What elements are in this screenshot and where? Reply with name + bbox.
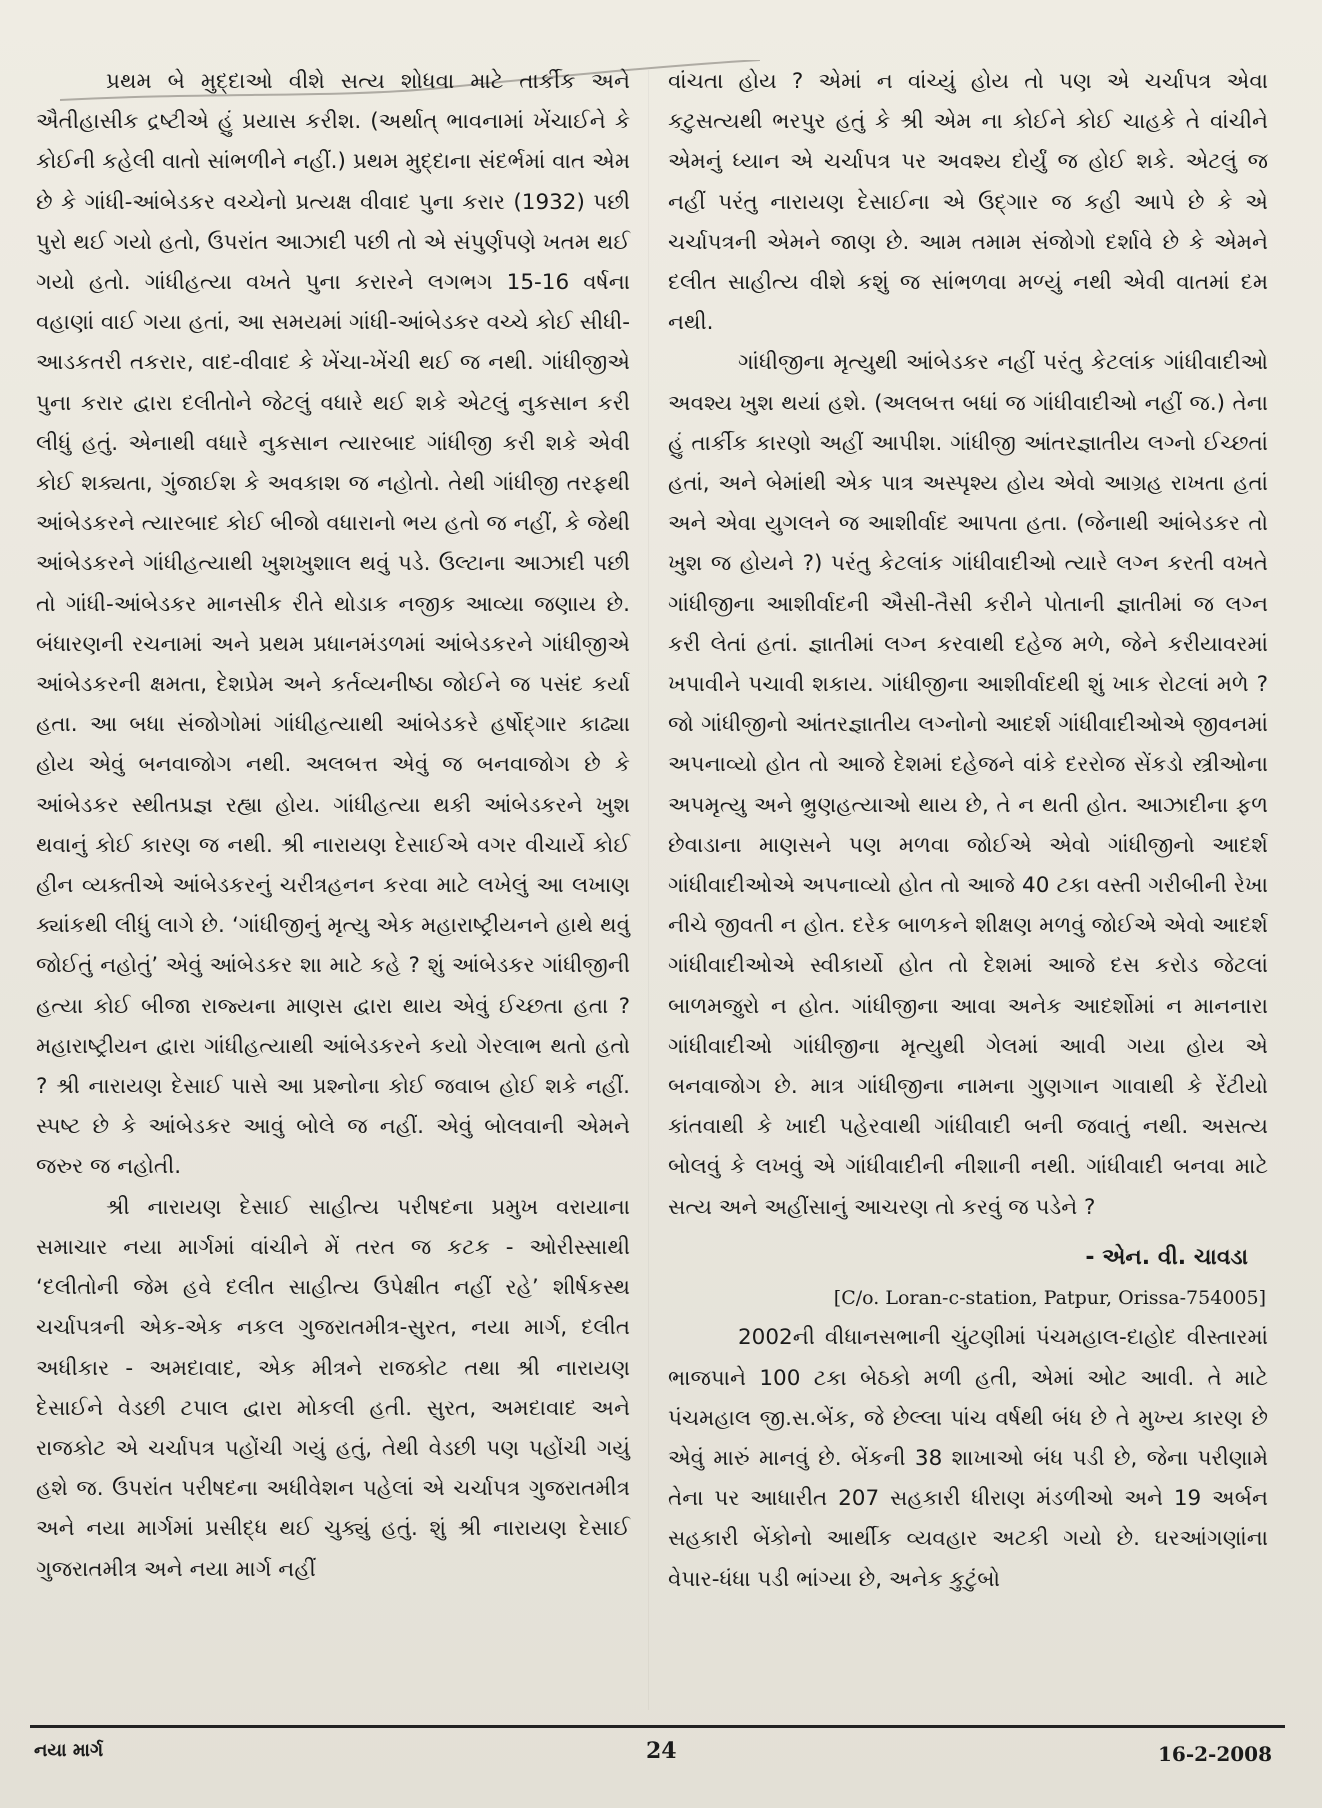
right-paragraph-1: વાંચતા હોય ? એમાં ન વાંચ્યું હોય તો પણ એ ચર્ચાપત્ર એવા કટુસત્યથી ભરપુર હતું કે શ્રી એમ ના કોઈને કોઈ ચાહકે તે વાંચીને એમનું ધ્યાન એ ચર્ચાપત્ર પર અવશ્ય દોર્યું જ હોઈ શકે. એટલું જ નહીં પરંતુ નારાયણ દેસાઈના એ ઉદ્ગાર જ કહી આપે છે કે એ ચર્ચાપત્રની એમને જાણ છે. આમ તમામ સંજોગો દર્શાવે છે કે એમને દલીત સાહીત્ય વીશે કશું જ સાંભળવા મળ્યું નથી એવી વાતમાં દમ નથી. [668, 69, 1268, 336]
left-paragraph-1: પ્રથમ બે મુદ્દાઓ વીશે સત્ય શોધવા માટે તાર્કીક અને ઐતીહાસીક દ્રષ્ટીએ હું પ્રયાસ કરીશ. (અર્થાત્ ભાવનામાં ખેંચાઈને કે કોઈની કહેલી વાતો સાંભળીને નહીં.) પ્રથમ મુદ્દાના સંદર્ભમાં વાત એમ છે કે ગાંધી-આંબેડકર વચ્ચેનો પ્રત્યક્ષ વીવાદ પુના કરાર (1932) પછી પુરો થઈ ગયો હતો, ઉપરાંત આઝાદી પછી તો એ સંપુર્ણપણે ખતમ થઈ ગયો હતો. ગાંધીહત્યા વખતે પુના કરારને લગભગ 15-16 વર્ષના વહાણાં વાઈ ગયા હતાં, આ સમયમાં ગાંધી-આંબેડકર વચ્ચે કોઈ સીધી-આડકતરી તકરાર, વાદ-વીવાદ કે ખેંચા-ખેંચી થઈ જ નથી. ગાંધીજીએ પુના કરાર દ્વારા દલીતોને જેટલું વધારે થઈ શકે એટલું નુકસાન કરી લીધું હતું. એનાથી વધારે નુકસાન ત્યારબાદ ગાંધીજી કરી શકે એવી કોઈ શક્યતા, ગુંજાઈશ કે અવકાશ જ નહોતો. તેથી ગાંધીજી તરફથી આંબેડકરને ત્યારબાદ કોઈ બીજો વધારાનો ભય હતો જ નહીં, કે જેથી આંબેડકરને ગાંધીહત્યાથી ખુશખુશાલ થવું પડે. ઉલ્ટાના આઝાદી પછી તો ગાંધી-આંબેડકર માનસીક રીતે થોડાક નજીક આવ્યા જણાય છે. બંધારણની રચનામાં અને પ્રથમ પ્રધાનમંડળમાં આંબેડકરને ગાંધીજીએ આંબેડકરની ક્ષમતા, દેશપ્રેમ અને કર્તવ્યનીષ્ઠા જોઈને જ પસંદ કર્યા હતા. આ બધા સંજોગોમાં ગાંધીહત્યાથી આંબેડકરે હર્ષોદ્ગાર કાઢ્યા હોય એવું બનવાજોગ નથી. અલબત્ત એવું જ બનવાજોગ છે કે આંબેડકર સ્થીતપ્રજ્ઞ રહ્યા હોય. ગાંધીહત્યા થકી આંબેડકરને ખુશ થવાનું કોઈ કારણ જ નથી. શ્રી નારાયણ દેસાઈએ વગર વીચાર્યે કોઈ હીન વ્યક્તીએ આંબેડકરનું ચરીત્રહનન કરવા માટે લખેલું આ લખાણ ક્યાંકથી લીધું લાગે છે. ‘ગાંધીજીનું મૃત્યુ એક મહારાષ્ટ્રીયનને હાથે થવું જોઈતું નહોતું’ એવું આંબેડકર શા માટે કહે ? શું આંબેડકર ગાંધીજીની હત્યા કોઈ બીજા રાજ્યના માણસ દ્વારા થાય એવું ઈચ્છતા હતા ? મહારાષ્ટ્રીયન દ્વારા ગાંધીહત્યાથી આંબેડકરને કયો ગેરલાભ થતો હતો ? શ્રી નારાયણ દેસાઈ પાસે આ પ્રશ્નોના કોઈ જવાબ હોઈ શકે નહીં. સ્પષ્ટ છે કે આંબેડકર આવું બોલે જ નહીં. એવું બોલવાની એમને જરુર જ નહોતી. [36, 69, 630, 1180]
next-article-paragraph: 2002ની વીધાનસભાની ચુંટણીમાં પંચમહાલ-દાહોદ વીસ્તારમાં ભાજપાને 100 ટકા બેઠકો મળી હતી, એમાં ઓટ આવી. તે માટે પંચમહાલ જી.સ.બેંક, જે છેલ્લા પાંચ વર્ષથી બંધ છે તે મુખ્ય કારણ છે એવું મારું માનવું છે. બેંકની 38 શાખાઓ બંધ પડી છે, જેના પરીણામે તેના પર આધારીત 207 સહકારી ધીરાણ મંડળીઓ અને 19 અર્બન સહકારી બેંકોનો આર્થીક વ્યવહાર અટકી ગયો છે. ઘરઆંગણાંના વેપાર-ધંધા પડી ભાંગ્યા છે, અનેક કુટુંબો [668, 1325, 1268, 1592]
issue-date: 16-2-2008 [1157, 1742, 1272, 1766]
right-column [668, 62, 1268, 1600]
publication-name: નયા માર્ગ [34, 1740, 104, 1761]
page-number: 24 [646, 1738, 677, 1764]
author-address: [C/o. Loran-c-station, Patpur, Orissa-754005] [833, 1287, 1266, 1310]
author-signature: - એન. વી. ચાવડા [1085, 1244, 1248, 1270]
right-paragraph-2: ગાંધીજીના મૃત્યુથી આંબેડકર નહીં પરંતુ કેટલાંક ગાંધીવાદીઓ અવશ્ય ખુશ થયાં હશે. (અલબત્ત બધાં જ ગાંધીવાદીઓ નહીં જ.) તેના હું તાર્કીક કારણો અહીં આપીશ. ગાંધીજી આંતરજ્ઞાતીય લગ્નો ઈચ્છતાં હતાં, અને બેમાંથી એક પાત્ર અસ્પૃશ્ય હોય એવો આગ્રહ રાખતા હતાં અને એવા યુગલને જ આશીર્વાદ આપતા હતા. (જેનાથી આંબેડકર તો ખુશ જ હોયને ?) પરંતુ કેટલાંક ગાંધીવાદીઓ ત્યારે લગ્ન કરતી વખતે ગાંધીજીના આશીર્વાદની ઐસી-તૈસી કરીને પોતાની જ્ઞાતીમાં જ લગ્ન કરી લેતાં હતાં. જ્ઞાતીમાં લગ્ન કરવાથી દહેજ મળે, જેને કરીયાવરમાં ખપાવીને પચાવી શકાય. ગાંધીજીના આશીર્વાદથી શું ખાક રોટલાં મળે ? જો ગાંધીજીનો આંતરજ્ઞાતીય લગ્નોનો આદર્શ ગાંધીવાદીઓએ જીવનમાં અપનાવ્યો હોત તો આજે દેશમાં દહેજને વાંકે દરરોજ સેંકડો સ્ત્રીઓના અપમૃત્યુ અને ભ્રુણહત્યાઓ થાય છે, તે ન થતી હોત. આઝાદીના ફળ છેવાડાના માણસને પણ મળવા જોઈએ એવો ગાંધીજીનો આદર્શ ગાંધીવાદીઓએ અપનાવ્યો હોત તો આજે 40 ટકા વસ્તી ગરીબીની રેખા નીચે જીવતી ન હોત. દરેક બાળકને શીક્ષણ મળવું જોઈએ એવો આદર્શ ગાંધીવાદીઓએ સ્વીકાર્યો હોત તો દેશમાં આજે દસ કરોડ જેટલાં બાળમજુરો ન હોત. ગાંધીજીના આવા અનેક આદર્શોમાં ન માનનારા ગાંધીવાદીઓ ગાંધીજીના મૃત્યુથી ગેલમાં આવી ગયા હોય એ બનવાજોગ છે. માત્ર ગાંધીજીના નામના ગુણગાન ગાવાથી કે રેંટીયો કાંતવાથી કે ખાદી પહેરવાથી ગાંધીવાદી બની જવાતું નથી. અસત્ય બોલવું કે લખવું એ ગાંધીવાદીની નીશાની નથી. ગાંધીવાદી બનવા માટે સત્ય અને અહીંસાનું આચરણ તો કરવું જ પડેને ? [668, 350, 1268, 1220]
left-column [36, 62, 630, 1590]
footer-rule [30, 1725, 1285, 1728]
left-paragraph-2: શ્રી નારાયણ દેસાઈ સાહીત્ય પરીષદના પ્રમુખ વરાયાના સમાચાર નયા માર્ગમાં વાંચીને મેં તરત જ કટક - ઓરીસ્સાથી ‘દલીતોની જેમ હવે દલીત સાહીત્ય ઉપેક્ષીત નહીં રહે’ શીર્ષકસ્થ ચર્ચાપત્રની એક-એક નકલ ગુજરાતમીત્ર-સુરત, નયા માર્ગ, દલીત અધીકાર - અમદાવાદ, એક મીત્રને રાજકોટ તથા શ્રી નારાયણ દેસાઈને વેડછી ટપાલ દ્વારા મોકલી હતી. સુરત, અમદાવાદ અને રાજકોટ એ ચર્ચાપત્ર પહોંચી ગયું હતું, તેથી વેડછી પણ પહોંચી ગયું હશે જ. ઉપરાંત પરીષદના અધીવેશન પહેલાં એ ચર્ચાપત્ર ગુજરાતમીત્ર અને નયા માર્ગમાં પ્રસીદ્ધ થઈ ચુક્યું હતું. શું શ્રી નારાયણ દેસાઈ ગુજરાતમીત્ર અને નયા માર્ગ નહીં [36, 1194, 630, 1582]
column-divider [648, 70, 649, 1710]
